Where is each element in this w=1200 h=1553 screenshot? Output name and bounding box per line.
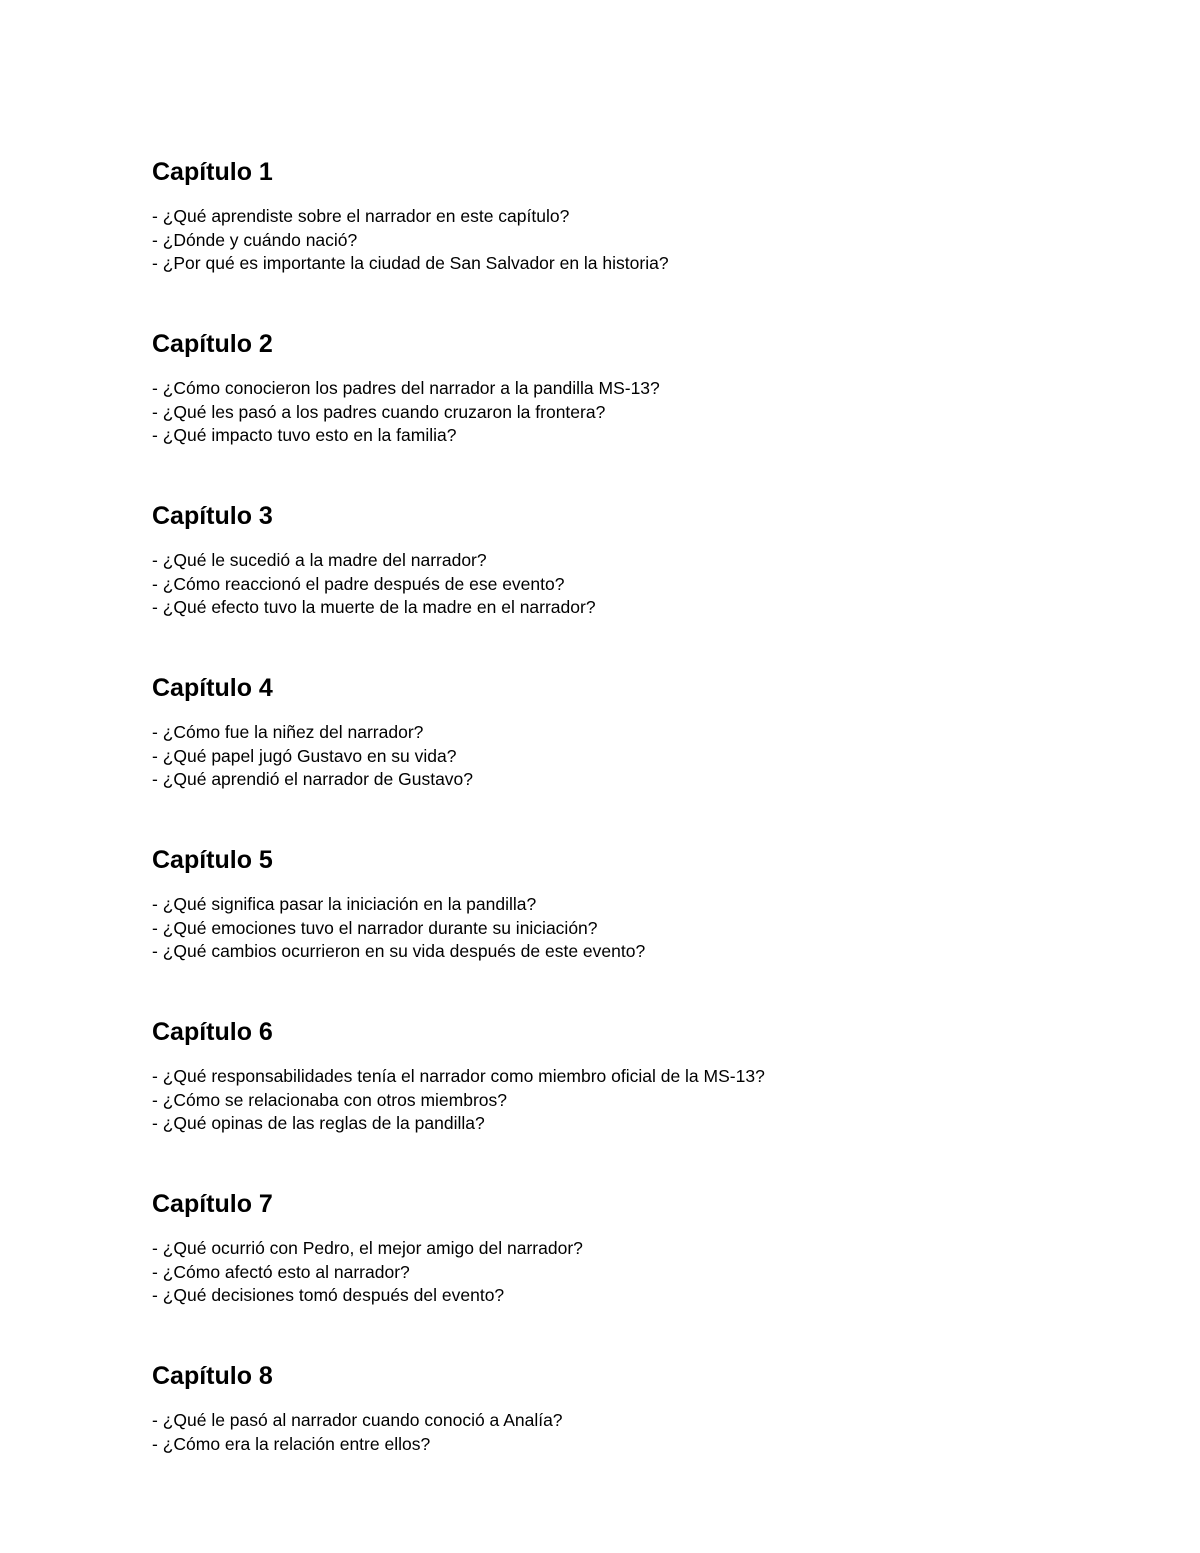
question-item: - ¿Qué impacto tuvo esto en la familia? [152, 425, 457, 445]
chapter-title: Capítulo 6 [152, 1018, 273, 1046]
question-item: - ¿Qué significa pasar la iniciación en la pandilla? [152, 894, 537, 914]
question-item: - ¿Qué aprendió el narrador de Gustavo? [152, 769, 474, 789]
question-item: - ¿Cómo fue la niñez del narrador? [152, 722, 424, 742]
question-item: - ¿Qué efecto tuvo la muerte de la madre en el narrador? [152, 597, 596, 617]
question-list [152, 1065, 1112, 1136]
chapter-8 [152, 1361, 1112, 1526]
question-item: - ¿Qué aprendiste sobre el narrador en este capítulo? [152, 206, 570, 226]
chapter-4 [152, 673, 1112, 838]
chapter-title: Capítulo 7 [152, 1190, 273, 1218]
question-item: - ¿Cómo reaccionó el padre después de ese evento? [152, 573, 565, 594]
question-item: - ¿Qué papel jugó Gustavo en su vida? [152, 745, 457, 766]
question-list [152, 1409, 1112, 1456]
question-item: - ¿Qué le pasó al narrador cuando conoció a Analía? [152, 1410, 563, 1430]
chapter-2 [152, 329, 1112, 494]
question-list [152, 549, 1112, 620]
chapter-3 [152, 501, 1112, 666]
chapter-1 [152, 157, 1112, 322]
question-item: - ¿Cómo afectó esto al narrador? [152, 1261, 410, 1282]
chapter-7 [152, 1189, 1112, 1354]
question-list [152, 377, 1112, 448]
question-item: - ¿Qué decisiones tomó después del evento? [152, 1285, 505, 1305]
question-list [152, 205, 1112, 276]
question-item: - ¿Qué cambios ocurrieron en su vida después de este evento? [152, 941, 646, 961]
question-item: - ¿Qué le sucedió a la madre del narrador? [152, 550, 487, 570]
question-item: - ¿Por qué es importante la ciudad de San Salvador en la historia? [152, 253, 669, 273]
chapter-title: Capítulo 4 [152, 674, 273, 702]
document-page [152, 150, 1112, 1526]
chapter-title: Capítulo 3 [152, 502, 273, 530]
chapter-title: Capítulo 5 [152, 846, 273, 874]
chapter-6 [152, 1017, 1112, 1182]
question-item: - ¿Qué opinas de las reglas de la pandilla? [152, 1113, 485, 1133]
question-item: - ¿Dónde y cuándo nació? [152, 229, 358, 250]
question-list [152, 893, 1112, 964]
question-item: - ¿Qué responsabilidades tenía el narrador como miembro oficial de la MS-13? [152, 1066, 765, 1086]
question-item: - ¿Cómo era la relación entre ellos? [152, 1433, 431, 1454]
chapter-title: Capítulo 1 [152, 158, 273, 186]
question-item: - ¿Cómo se relacionaba con otros miembros? [152, 1089, 508, 1110]
question-item: - ¿Qué les pasó a los padres cuando cruzaron la frontera? [152, 401, 606, 422]
question-list [152, 721, 1112, 792]
question-list [152, 1237, 1112, 1308]
chapter-title: Capítulo 8 [152, 1362, 273, 1390]
question-item: - ¿Qué ocurrió con Pedro, el mejor amigo del narrador? [152, 1238, 583, 1258]
chapter-5 [152, 845, 1112, 1010]
chapter-title: Capítulo 2 [152, 330, 273, 358]
question-item: - ¿Qué emociones tuvo el narrador durante su iniciación? [152, 917, 598, 938]
question-item: - ¿Cómo conocieron los padres del narrador a la pandilla MS-13? [152, 378, 660, 398]
